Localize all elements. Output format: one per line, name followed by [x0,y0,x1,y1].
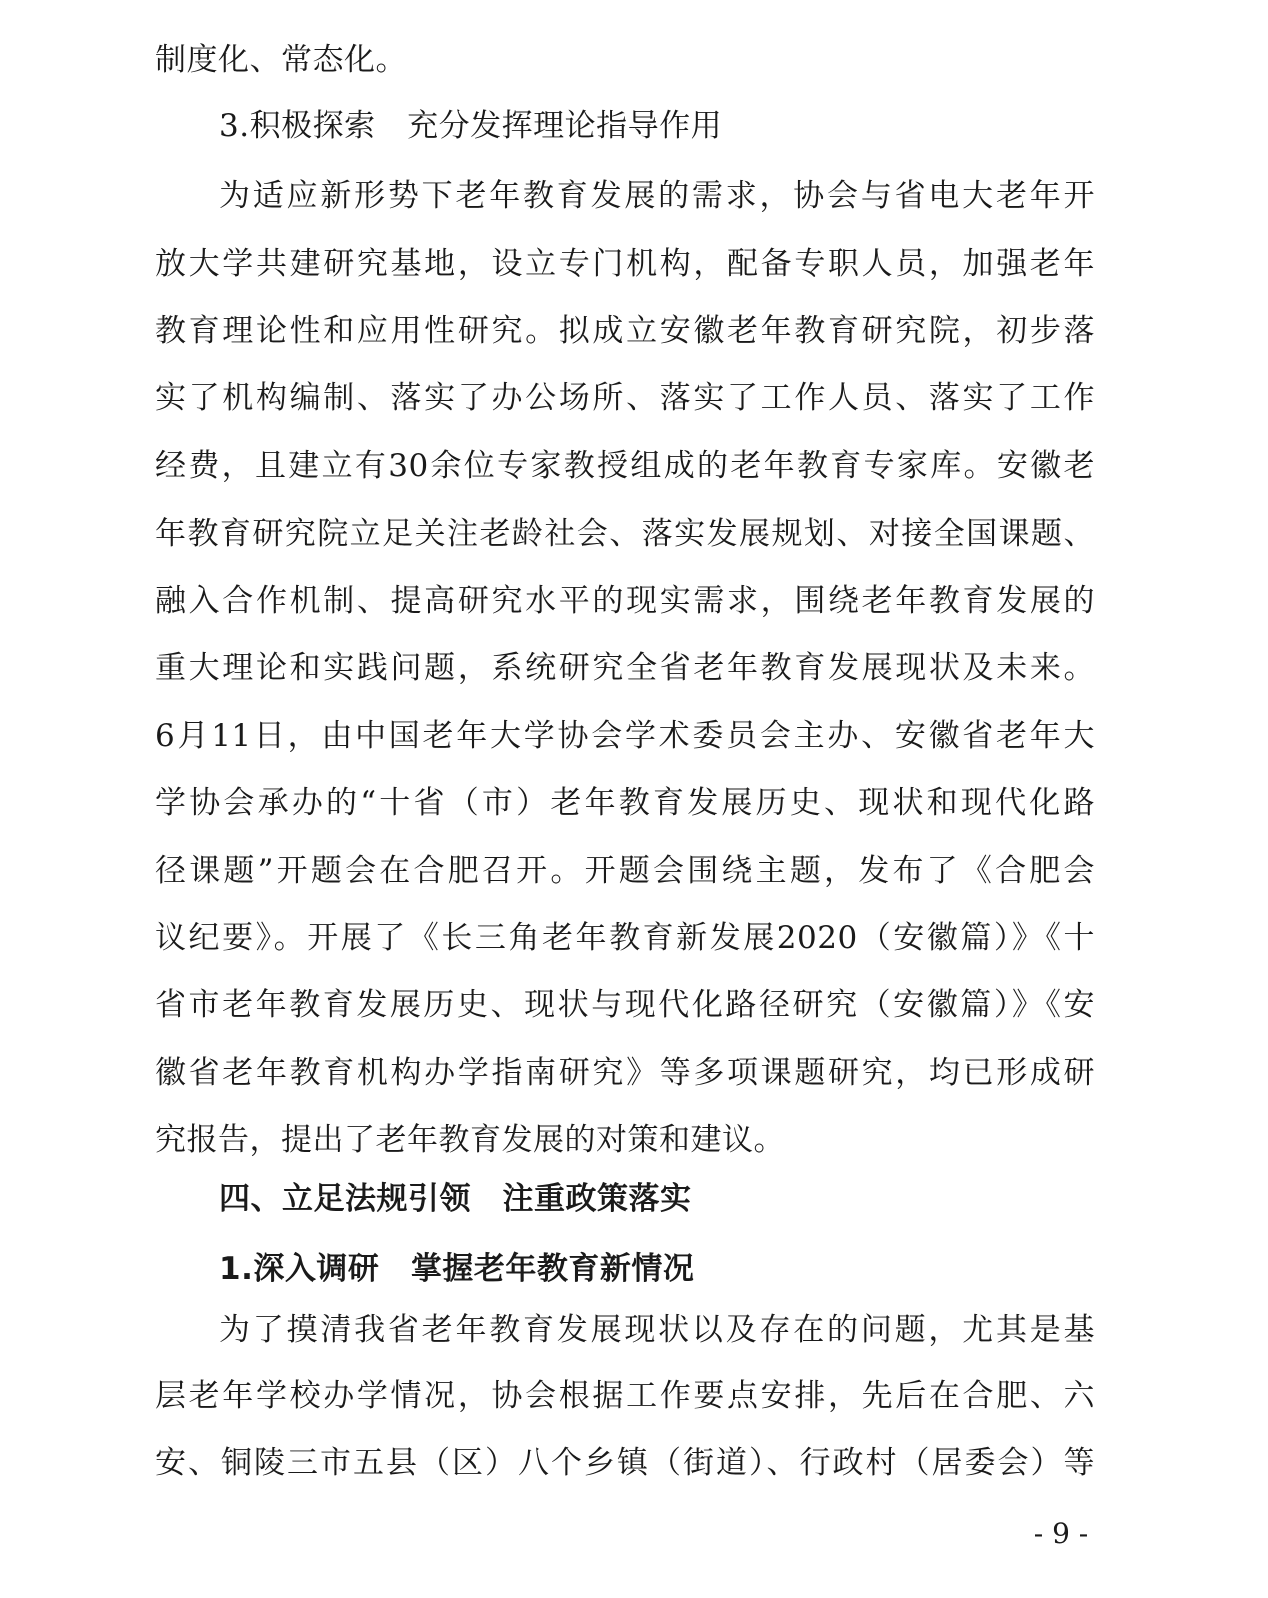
paragraph-line: 教育理论性和应用性研究。拟成立安徽老年教育研究院，初步落 [155,313,1095,349]
text-line: 制度化、常态化。 [155,42,407,78]
paragraph-line: 省市老年教育发展历史、现状与现代化路径研究（安徽篇）》《安 [155,987,1095,1023]
paragraph-line: 层老年学校办学情况，协会根据工作要点安排，先后在合肥、六 [155,1378,1095,1414]
paragraph-line: 6月11日，由中国老年大学协会学术委员会主办、安徽省老年大 [155,718,1095,754]
paragraph-line: 究报告，提出了老年教育发展的对策和建议。 [155,1122,785,1158]
subsection-heading-1: 1.深入调研 掌握老年教育新情况 [219,1251,695,1287]
paragraph-line: 学协会承办的“十省（市）老年教育发展历史、现状和现代化路 [155,785,1095,821]
paragraph-line: 徽省老年教育机构办学指南研究》等多项课题研究，均已形成研 [155,1055,1095,1091]
paragraph-line: 议纪要》。开展了《长三角老年教育新发展2020（安徽篇）》《十 [155,920,1095,956]
paragraph-line: 安、铜陵三市五县（区）八个乡镇（街道）、行政村（居委会）等 [155,1445,1095,1481]
paragraph-line: 重大理论和实践问题，系统研究全省老年教育发展现状及未来。 [155,650,1095,686]
paragraph-line: 融入合作机制、提高研究水平的现实需求，围绕老年教育发展的 [155,583,1095,619]
paragraph-line: 为适应新形势下老年教育发展的需求，协会与省电大老年开 [219,178,1095,214]
page-number: - 9 - [1033,1517,1089,1550]
paragraph-line: 年教育研究院立足关注老龄社会、落实发展规划、对接全国课题、 [155,516,1095,552]
section-heading-4: 四、立足法规引领 注重政策落实 [219,1181,692,1217]
section-heading-3: 3.积极探索 充分发挥理论指导作用 [219,108,723,144]
paragraph-line: 实了机构编制、落实了办公场所、落实了工作人员、落实了工作 [155,380,1095,416]
paragraph-line: 放大学共建研究基地，设立专门机构，配备专职人员，加强老年 [155,246,1095,282]
paragraph-line: 径课题”开题会在合肥召开。开题会围绕主题，发布了《合肥会 [155,853,1095,889]
paragraph-line: 经费，且建立有30余位专家教授组成的老年教育专家库。安徽老 [155,448,1095,484]
paragraph-line: 为了摸清我省老年教育发展现状以及存在的问题，尤其是基 [219,1312,1095,1348]
